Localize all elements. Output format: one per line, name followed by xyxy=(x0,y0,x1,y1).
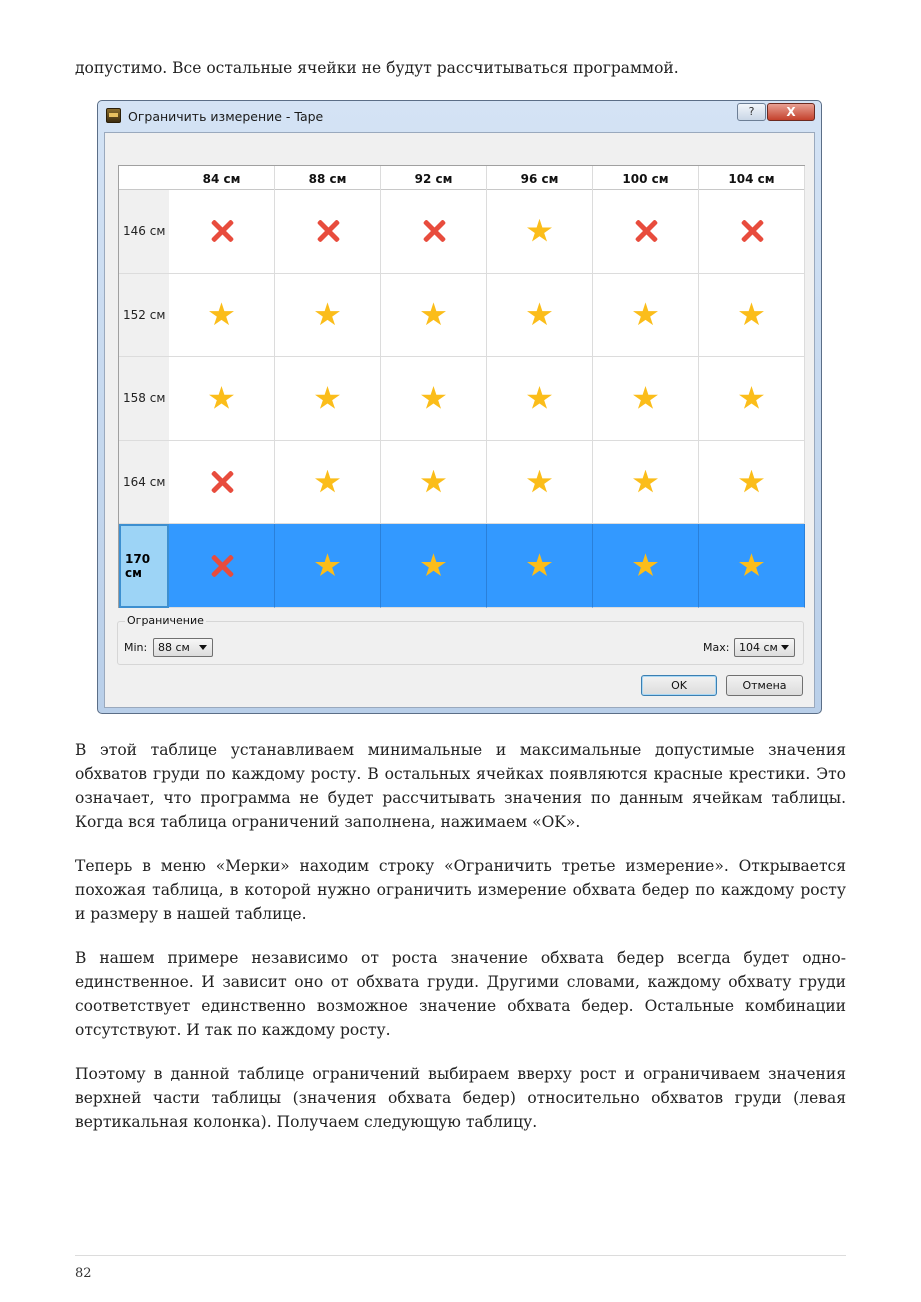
min-select-value: 88 см xyxy=(158,641,190,654)
table-cell[interactable] xyxy=(699,274,805,358)
star-icon xyxy=(421,553,447,578)
cross-icon xyxy=(421,218,447,244)
table-cell[interactable] xyxy=(381,441,487,525)
row-header[interactable]: 158 см xyxy=(119,357,169,441)
chevron-down-icon xyxy=(781,645,789,650)
star-icon xyxy=(315,302,341,327)
help-button[interactable]: ? xyxy=(737,103,766,121)
star-icon xyxy=(421,470,447,495)
table-cell[interactable] xyxy=(381,274,487,358)
cross-icon xyxy=(209,218,235,244)
star-icon xyxy=(209,302,235,327)
table-cell[interactable] xyxy=(487,441,593,525)
table-cell[interactable] xyxy=(699,357,805,441)
star-icon xyxy=(421,302,447,327)
column-header[interactable]: 88 см xyxy=(275,166,381,190)
restrict-measurement-dialog xyxy=(97,100,822,714)
star-icon xyxy=(421,386,447,411)
paragraph-3: В нашем примере независимо от роста значение обхвата бедер всегда будет одно-единственное. И зависит оно от обхвата груди. Другими словами, каждому обхвату груди соответствует единственно возможное значение обхвата бедер. Остальные комбинации отсутствуют. И так по каждому росту. xyxy=(75,949,846,1039)
dialog-titlebar xyxy=(98,101,821,131)
table-cell[interactable] xyxy=(275,190,381,274)
star-icon xyxy=(527,553,553,578)
table-cell[interactable] xyxy=(487,524,593,608)
star-icon xyxy=(527,219,553,244)
star-icon xyxy=(315,386,341,411)
restriction-table xyxy=(118,165,805,608)
table-cell[interactable] xyxy=(275,524,381,608)
ok-button[interactable]: OK xyxy=(641,675,717,696)
star-icon xyxy=(527,386,553,411)
min-label: Min: xyxy=(124,641,148,654)
cross-icon xyxy=(739,218,765,244)
table-cell[interactable] xyxy=(169,190,275,274)
row-header[interactable]: 146 см xyxy=(119,190,169,274)
footer-divider xyxy=(75,1255,846,1256)
table-cell[interactable] xyxy=(593,357,699,441)
star-icon xyxy=(739,553,765,578)
column-header[interactable]: 92 см xyxy=(381,166,487,190)
cross-icon xyxy=(633,218,659,244)
table-cell[interactable] xyxy=(593,274,699,358)
min-select[interactable] xyxy=(153,638,213,657)
table-cell[interactable] xyxy=(593,524,699,608)
table-cell[interactable] xyxy=(275,441,381,525)
app-icon xyxy=(106,108,121,123)
chevron-down-icon xyxy=(199,645,207,650)
table-cell[interactable] xyxy=(275,357,381,441)
star-icon xyxy=(315,470,341,495)
table-cell[interactable] xyxy=(169,274,275,358)
star-icon xyxy=(633,302,659,327)
restriction-groupbox xyxy=(117,621,804,665)
paragraph-intro: допустимо. Все остальные ячейки не будут рассчитываться программой. xyxy=(75,59,679,77)
table-cell[interactable] xyxy=(169,357,275,441)
table-cell[interactable] xyxy=(381,357,487,441)
cross-icon xyxy=(209,469,235,495)
paragraph-1: В этой таблице устанавливаем минимальные и максимальные допустимые значения обхватов груди по каждому росту. В остальных ячейках появляются красные крестики. Это означает, что программа не будет рассчитывать значения по данным ячейкам таблицы. Когда вся таблица ограничений заполнена, нажимаем «OK». xyxy=(75,741,846,831)
table-cell[interactable] xyxy=(487,357,593,441)
paragraph-4: Поэтому в данной таблице ограничений выбираем вверху рост и ограничиваем значения верхней части таблицы (значения обхвата бедер) относительно обхватов груди (левая вертикальная колонка). Получаем следующую таблицу. xyxy=(75,1065,846,1131)
table-cell[interactable] xyxy=(381,190,487,274)
max-select-value: 104 см xyxy=(739,641,778,654)
dialog-client-area xyxy=(104,132,815,708)
star-icon xyxy=(209,386,235,411)
column-header[interactable]: 104 см xyxy=(699,166,805,190)
row-header[interactable]: 152 см xyxy=(119,274,169,358)
star-icon xyxy=(633,553,659,578)
star-icon xyxy=(739,470,765,495)
close-button[interactable]: X xyxy=(767,103,815,121)
star-icon xyxy=(527,470,553,495)
table-cell[interactable] xyxy=(699,441,805,525)
table-cell[interactable] xyxy=(699,190,805,274)
table-cell[interactable] xyxy=(275,274,381,358)
table-cell[interactable] xyxy=(699,524,805,608)
table-cell[interactable] xyxy=(593,441,699,525)
row-header[interactable]: 170 см xyxy=(119,524,169,608)
table-cell[interactable] xyxy=(593,190,699,274)
row-header[interactable]: 164 см xyxy=(119,441,169,525)
star-icon xyxy=(527,302,553,327)
cross-icon xyxy=(315,218,341,244)
column-header[interactable]: 100 см xyxy=(593,166,699,190)
table-cell[interactable] xyxy=(381,524,487,608)
restriction-group-label: Ограничение xyxy=(127,614,204,627)
paragraph-2: Теперь в меню «Мерки» находим строку «Ограничить третье измерение». Открывается похожая таблица, в которой нужно ограничить измерение обхвата бедер по каждому росту и размеру в нашей таблице. xyxy=(75,857,846,923)
table-cell[interactable] xyxy=(169,441,275,525)
table-cell[interactable] xyxy=(487,190,593,274)
table-cell[interactable] xyxy=(487,274,593,358)
cross-icon xyxy=(209,553,235,579)
column-header[interactable]: 96 см xyxy=(487,166,593,190)
star-icon xyxy=(633,386,659,411)
page-number: 82 xyxy=(75,1266,92,1281)
star-icon xyxy=(633,470,659,495)
star-icon xyxy=(739,302,765,327)
dialog-title: Ограничить измерение - Tape xyxy=(128,109,324,124)
max-select[interactable] xyxy=(734,638,795,657)
star-icon xyxy=(739,386,765,411)
table-cell[interactable] xyxy=(169,524,275,608)
max-label: Max: xyxy=(703,641,730,654)
column-header[interactable]: 84 см xyxy=(169,166,275,190)
star-icon xyxy=(315,553,341,578)
cancel-button[interactable]: Отмена xyxy=(726,675,803,696)
